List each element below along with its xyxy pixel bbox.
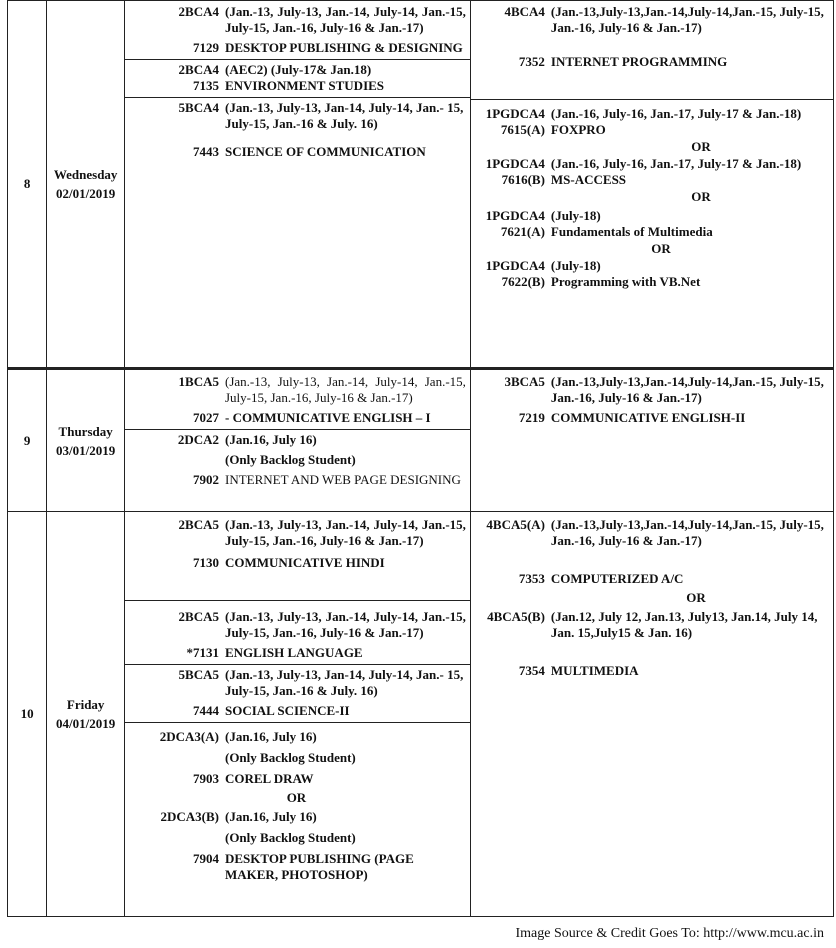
paper-title: COMPUTERIZED A/C bbox=[550, 571, 684, 586]
exam-date: 04/01/2019 bbox=[56, 716, 116, 731]
table-row bbox=[8, 1, 834, 369]
course-code: 1PGDCA4 bbox=[485, 156, 545, 171]
subject-block bbox=[125, 370, 470, 429]
paper-title: COREL DRAW bbox=[224, 771, 314, 786]
course-code: 4BCA5(B) bbox=[487, 609, 545, 624]
day-date-cell bbox=[47, 512, 125, 917]
subject-block bbox=[125, 512, 470, 600]
session-list: (Jan.16, July 16) bbox=[224, 432, 317, 447]
table-row bbox=[8, 512, 834, 917]
timetable-sheet bbox=[7, 0, 834, 920]
course-code: 2BCA5 bbox=[178, 517, 219, 532]
paper-title: - COMMUNICATIVE ENGLISH – I bbox=[224, 410, 431, 425]
paper-title: DESKTOP PUBLISHING (PAGE MAKER, PHOTOSHOP) bbox=[224, 851, 414, 882]
subject-block bbox=[471, 370, 833, 429]
paper-title: ENVIRONMENT STUDIES bbox=[224, 78, 385, 93]
session-list: (Jan.16, July 16) bbox=[224, 809, 317, 824]
exam-date: 03/01/2019 bbox=[56, 442, 116, 458]
first-sitting-cell bbox=[124, 369, 470, 512]
second-sitting-cell bbox=[470, 369, 833, 512]
paper-title: ENGLISH LANGUAGE bbox=[224, 645, 363, 660]
course-code: 1PGDCA4 bbox=[485, 208, 545, 223]
paper-code: 7902 bbox=[192, 472, 219, 487]
session-list: (AEC2) (July-17& Jan.18) bbox=[224, 62, 372, 77]
course-code bbox=[127, 452, 225, 468]
paper-code: 7616(B) bbox=[501, 172, 545, 187]
session-list: (Jan.-13, July-13, Jan.-14, July-14, Jan.-15, July-15, Jan.-16, July-16 & Jan.-17) bbox=[224, 374, 466, 405]
course-code: 2BCA4 bbox=[178, 4, 219, 19]
course-code: 4BCA4 bbox=[504, 4, 545, 19]
session-list: (Jan.-16, July-16, Jan.-17, July-17 & Jan.-18) bbox=[550, 106, 802, 121]
subject-block bbox=[125, 722, 470, 886]
paper-title: MS-ACCESS bbox=[550, 172, 627, 187]
course-code: 2DCA3(B) bbox=[160, 809, 219, 824]
session-list: (Jan.-13,July-13,Jan.-14,July-14,Jan.-15, July-15, Jan.-16, July-16 & Jan.-17) bbox=[550, 4, 824, 35]
session-list: (Jan.-13, July-13, Jan-14, July-14, Jan.- 15, July-15, Jan.-16 & July. 16) bbox=[224, 100, 464, 131]
subject-block bbox=[471, 1, 833, 73]
paper-title: COMMUNICATIVE ENGLISH-II bbox=[550, 410, 746, 425]
paper-code: 7621(A) bbox=[500, 224, 545, 239]
subject-block bbox=[125, 600, 470, 664]
course-code: 2DCA2 bbox=[177, 432, 219, 447]
session-list: (Jan.-13,July-13,Jan.-14,July-14,Jan.-15, July-15, Jan.-16, July-16 & Jan.-17) bbox=[550, 517, 824, 548]
subject-block bbox=[471, 512, 833, 682]
session-list: (Jan.16, July 16) bbox=[224, 729, 317, 744]
course-code bbox=[127, 750, 225, 766]
course-code: 2BCA5 bbox=[178, 609, 219, 624]
session-list: (Jan.-13, July-13, Jan-14, July-14, Jan.- 15, July-15, Jan.-16 & July. 16) bbox=[224, 667, 464, 698]
session-list: (Jan.-13, July-13, Jan.-14, July-14, Jan.-15, July-15, Jan.-16, July-16 & Jan.-17) bbox=[224, 609, 466, 640]
or-separator: OR bbox=[691, 189, 711, 204]
course-code: 5BCA4 bbox=[178, 100, 219, 115]
subject-block bbox=[125, 97, 470, 163]
paper-code: 7904 bbox=[192, 851, 219, 866]
paper-title: Fundamentals of Multimedia bbox=[550, 224, 713, 239]
session-list: (Jan.-13, July-13, Jan.-14, July-14, Jan.-15, July-15, Jan.-16, July-16 & Jan.-17) bbox=[224, 4, 466, 35]
course-code bbox=[127, 830, 225, 846]
serial-number: 9 bbox=[8, 369, 47, 512]
table-row bbox=[8, 369, 834, 512]
paper-code: 7354 bbox=[518, 663, 545, 678]
paper-title: FOXPRO bbox=[550, 122, 606, 137]
paper-code: 7352 bbox=[518, 54, 545, 69]
paper-code: *7131 bbox=[186, 645, 219, 660]
or-separator: OR bbox=[686, 590, 706, 605]
subject-block bbox=[125, 1, 470, 59]
paper-title: INTERNET AND WEB PAGE DESIGNING bbox=[224, 472, 461, 487]
exam-date: 02/01/2019 bbox=[56, 186, 116, 201]
course-code: 2DCA3(A) bbox=[159, 729, 219, 744]
paper-code: 7443 bbox=[192, 144, 219, 159]
first-sitting-cell bbox=[124, 512, 470, 917]
paper-code: 7130 bbox=[192, 555, 219, 570]
paper-title: COMMUNICATIVE HINDI bbox=[224, 555, 385, 570]
day-date-cell bbox=[47, 1, 125, 369]
paper-code: 7353 bbox=[518, 571, 545, 586]
backlog-note: (Only Backlog Student) bbox=[224, 750, 356, 765]
course-code: 2BCA4 bbox=[178, 62, 219, 77]
first-sitting-cell bbox=[124, 1, 470, 369]
course-code: 4BCA5(A) bbox=[486, 517, 545, 532]
second-sitting-cell bbox=[470, 512, 833, 917]
paper-title: DESKTOP PUBLISHING & DESIGNING bbox=[224, 40, 463, 55]
exam-timetable bbox=[7, 0, 834, 917]
day-name: Wednesday bbox=[53, 167, 118, 182]
paper-code: 7903 bbox=[192, 771, 219, 786]
course-code: 1PGDCA4 bbox=[485, 106, 545, 121]
day-date-cell bbox=[47, 369, 125, 512]
paper-code: 7622(B) bbox=[501, 274, 545, 289]
paper-title: SOCIAL SCIENCE-II bbox=[224, 703, 350, 718]
paper-title: Programming with VB.Net bbox=[550, 274, 701, 289]
subject-block bbox=[471, 99, 833, 293]
subject-block bbox=[125, 664, 470, 722]
session-list: (Jan.-13, July-13, Jan.-14, July-14, Jan.-15, July-15, Jan.-16, July-16 & Jan.-17) bbox=[224, 517, 466, 548]
paper-code: 7027 bbox=[192, 410, 219, 425]
session-list: (July-18) bbox=[550, 258, 601, 273]
paper-code: 7219 bbox=[518, 410, 545, 425]
paper-title: MULTIMEDIA bbox=[550, 663, 639, 678]
serial-number: 8 bbox=[8, 1, 47, 369]
or-separator: OR bbox=[286, 790, 307, 805]
backlog-note: (Only Backlog Student) bbox=[224, 452, 356, 467]
paper-code: 7615(A) bbox=[500, 122, 545, 137]
paper-code: 7129 bbox=[192, 40, 219, 55]
course-code: 3BCA5 bbox=[504, 374, 545, 389]
day-name: Friday bbox=[66, 697, 105, 712]
or-separator: OR bbox=[691, 139, 711, 154]
paper-title: INTERNET PROGRAMMING bbox=[550, 54, 728, 69]
session-list: (Jan.12, July 12, Jan.13, July13, Jan.14, July 14, Jan. 15,July15 & Jan. 16) bbox=[550, 609, 818, 640]
image-credit: Image Source & Credit Goes To: http://www.mcu.ac.in bbox=[515, 926, 824, 941]
session-list: (Jan.-16, July-16, Jan.-17, July-17 & Jan.-18) bbox=[550, 156, 802, 171]
subject-block bbox=[125, 59, 470, 97]
course-code: 1PGDCA4 bbox=[485, 258, 545, 273]
serial-number: 10 bbox=[8, 512, 47, 917]
paper-code: 7135 bbox=[192, 78, 219, 93]
or-separator: OR bbox=[651, 241, 671, 256]
session-list: (Jan.-13,July-13,Jan.-14,July-14,Jan.-15, July-15, Jan.-16, July-16 & Jan.-17) bbox=[550, 374, 824, 405]
paper-code: 7444 bbox=[192, 703, 219, 718]
backlog-note: (Only Backlog Student) bbox=[224, 830, 356, 845]
subject-block bbox=[125, 429, 470, 491]
day-name: Thursday bbox=[58, 423, 113, 439]
session-list: (July-18) bbox=[550, 208, 601, 223]
course-code: 5BCA5 bbox=[178, 667, 219, 682]
course-code: 1BCA5 bbox=[178, 374, 219, 389]
paper-title: SCIENCE OF COMMUNICATION bbox=[224, 144, 426, 159]
second-sitting-cell bbox=[470, 1, 833, 369]
